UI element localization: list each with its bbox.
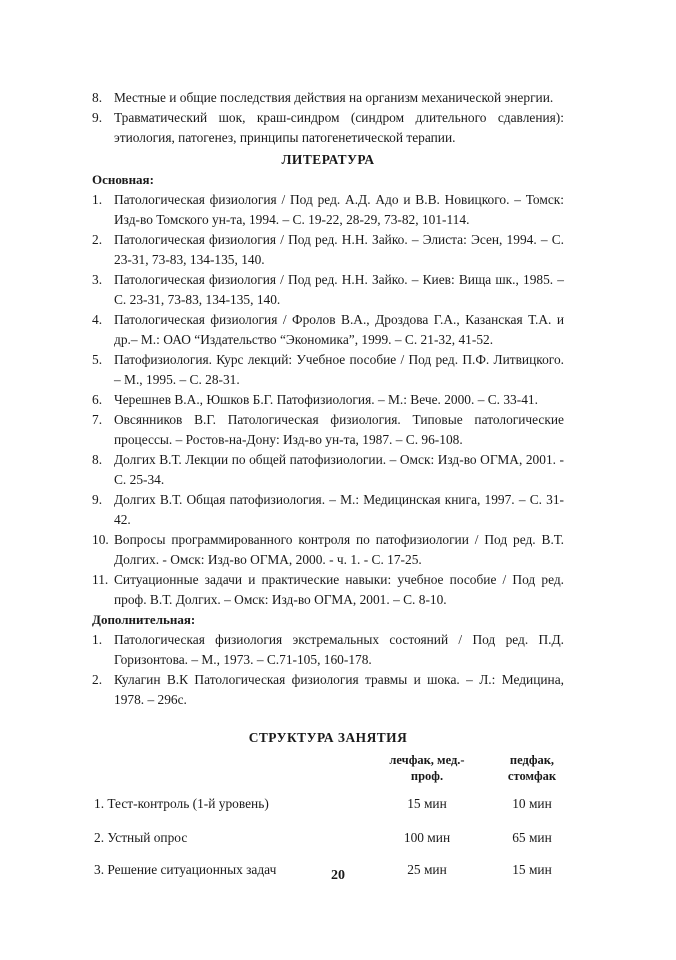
list-item xyxy=(92,390,564,410)
item-number: 11. xyxy=(92,572,109,587)
item-text: Долгих В.Т. Лекции по общей патофизиологии. – Омск: Изд-во ОГМА, 2001. - С. 25-34. xyxy=(114,452,564,487)
item-number: 10. xyxy=(92,532,109,547)
item-text: Долгих В.Т. Общая патофизиология. – М.: Медицинская книга, 1997. – С. 31-42. xyxy=(114,492,564,527)
list-item xyxy=(92,190,564,230)
extra-literature-list xyxy=(92,630,564,710)
item-text: Травматический шок, краш-синдром (синдром длительного сдавления): этиология, патогенез, принципы патогенетической терапии. xyxy=(114,110,564,145)
item-number: 2. xyxy=(92,672,103,687)
item-text: Патологическая физиология / Под ред. Н.Н. Зайко. – Элиста: Эсен, 1994. – С. 23-31, 73-83, 134-135, 140. xyxy=(114,232,564,267)
item-text: Патофизиология. Курс лекций: Учебное пособие / Под ред. П.Ф. Литвицкого. – М., 1995. – С. 28-31. xyxy=(114,352,564,387)
structure-title: СТРУКТУРА ЗАНЯТИЯ xyxy=(248,730,408,745)
list-item xyxy=(92,310,564,350)
list-item xyxy=(92,88,564,108)
list-item xyxy=(92,450,564,490)
item-text: Ситуационные задачи и практические навыки: учебное пособие / Под ред. проф. В.Т. Долгих. – Омск: Изд-во ОГМА, 2001. – С. 8-10. xyxy=(114,572,564,607)
list-item xyxy=(92,670,564,710)
item-number: 8. xyxy=(92,90,103,105)
structure-time-pedfak: 10 мин xyxy=(512,796,552,811)
item-text: Патологическая физиология / Фролов В.А., Дроздова Г.А., Казанская Т.А. и др.– М.: ОАО “Издательство “Экономика”, 1999. – С. 21-32, 41-52. xyxy=(114,312,564,347)
item-text: Местные и общие последствия действия на организм механической энергии. xyxy=(114,90,554,105)
item-number: 9. xyxy=(92,110,103,125)
page-number: 20 xyxy=(331,868,345,883)
item-text: Черешнев В.А., Юшков Б.Г. Патофизиология. – М.: Вече. 2000. – С. 33-41. xyxy=(114,392,538,407)
list-item xyxy=(92,270,564,310)
list-item xyxy=(92,490,564,530)
list-item xyxy=(92,570,564,610)
item-number: 9. xyxy=(92,492,103,507)
structure-time-lechfak: 15 мин xyxy=(407,796,447,811)
list-item xyxy=(92,108,564,148)
item-text: Кулагин В.К Патологическая физиология травмы и шока. – Л.: Медицина, 1978. – 296с. xyxy=(114,672,564,707)
item-text: Вопросы программированного контроля по патофизиологии / Под ред. В.Т. Долгих. - Омск: Изд-во ОГМА, 2000. - ч. 1. - С. 17-25. xyxy=(114,532,564,567)
list-item xyxy=(92,530,564,570)
item-number: 1. xyxy=(92,192,103,207)
page-content xyxy=(92,88,564,710)
structure-time-lechfak: 100 мин xyxy=(403,830,451,845)
structure-activity: 2. Устный опрос xyxy=(94,830,188,845)
item-number: 1. xyxy=(92,632,103,647)
item-text: Овсянников В.Г. Патологическая физиология. Типовые патологические процессы. – Ростов-на-Дону: Изд-во ун-та, 1987. – С. 96-108. xyxy=(114,412,564,447)
main-literature-list xyxy=(92,190,564,610)
structure-time-lechfak: 25 мин xyxy=(407,862,447,877)
main-literature-label: Основная: xyxy=(92,172,154,187)
list-item xyxy=(92,410,564,450)
item-number: 5. xyxy=(92,352,103,367)
list-item xyxy=(92,350,564,390)
item-number: 3. xyxy=(92,272,103,287)
structure-activity: 1. Тест-контроль (1-й уровень) xyxy=(94,796,269,811)
column-header-lechfak: лечфак, мед.-проф. xyxy=(389,753,465,783)
extra-literature-label: Дополнительная: xyxy=(92,612,196,627)
structure-activity: 3. Решение ситуационных задач xyxy=(94,862,277,877)
question-list xyxy=(92,88,564,148)
item-number: 4. xyxy=(92,312,103,327)
structure-time-pedfak: 15 мин xyxy=(512,862,552,877)
item-number: 8. xyxy=(92,452,103,467)
structure-time-pedfak: 65 мин xyxy=(512,830,552,845)
item-number: 7. xyxy=(92,412,103,427)
literature-heading: ЛИТЕРАТУРА xyxy=(281,152,375,167)
item-text: Патологическая физиология / Под ред. А.Д. Адо и В.В. Новицкого. – Томск: Изд-во Томского ун-та, 1994. – С. 19-22, 28-29, 73-82, 101-114. xyxy=(114,192,564,227)
list-item xyxy=(92,230,564,270)
item-number: 6. xyxy=(92,392,103,407)
list-item xyxy=(92,630,564,670)
column-header-pedfak: педфак, стомфак xyxy=(507,753,557,783)
item-number: 2. xyxy=(92,232,103,247)
item-text: Патологическая физиология / Под ред. Н.Н. Зайко. – Киев: Вища шк., 1985. – С. 23-31, 73-83, 134-135, 140. xyxy=(114,272,564,307)
item-text: Патологическая физиология экстремальных состояний / Под ред. П.Д. Горизонтова. – М., 1973. – С.71-105, 160-178. xyxy=(114,632,564,667)
